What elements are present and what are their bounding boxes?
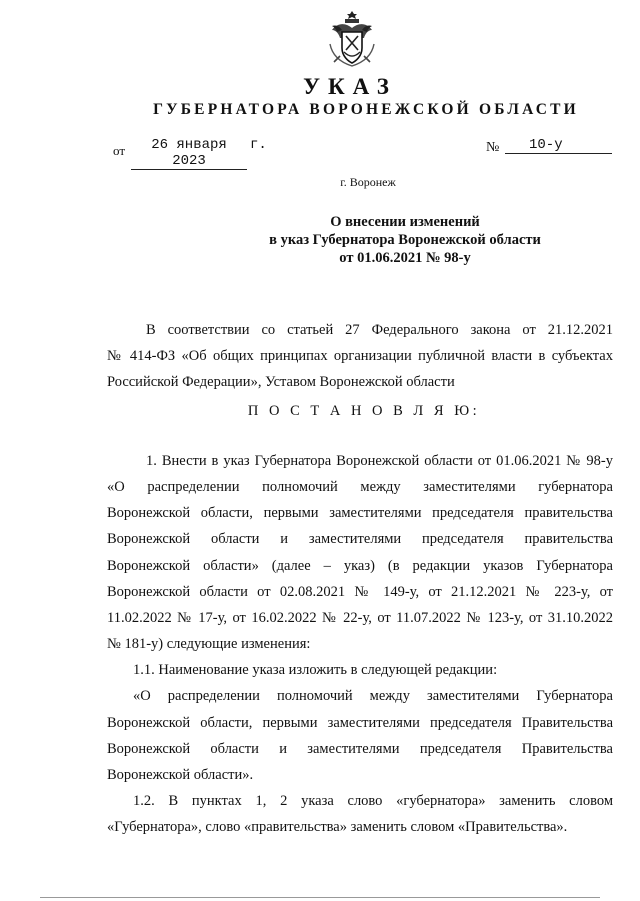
clause-line: Воронежской области» (далее – указ) (в редакции указов Губернатора <box>107 557 613 574</box>
document-type-title: УКАЗ <box>303 74 397 99</box>
preamble-line: Российской Федерации», Уставом Воронежской области <box>107 374 455 391</box>
clause-line: Воронежской области и заместителями председателя Правительства <box>107 740 613 757</box>
document-subject <box>0 213 640 267</box>
clause-line: 11.02.2022 № 17-у, от 16.02.2022 № 22-у, от 11.07.2022 № 123-у, от 31.10.2022 <box>107 609 613 626</box>
clause-line: 1. Внести в указ Губернатора Воронежской области от 01.06.2021 № 98-у <box>146 452 613 469</box>
page-bottom-edge <box>40 897 600 898</box>
clause-1-1-intro: 1.1. Наименование указа изложить в следующей редакции: <box>133 662 498 679</box>
clause-line: Воронежской области, первыми заместителями председателя правительства <box>107 505 613 522</box>
number-sign: № <box>486 140 500 155</box>
clause-line: Воронежской области, первыми заместителями председателя Правительства <box>107 714 613 731</box>
clause-line: 1.2. В пунктах 1, 2 указа слово «губернатора» заменить словом <box>133 793 613 810</box>
date-year-suffix: г. <box>250 137 267 153</box>
subject-line: в указ Губернатора Воронежской области <box>269 232 541 248</box>
clause-line: Воронежской области от 02.08.2021 № 149-у, от 21.12.2021 № 223-у, от <box>107 583 613 600</box>
clause-line: Воронежской области и заместителями председателя правительства <box>107 531 613 548</box>
subject-line: от 01.06.2021 № 98-у <box>339 250 471 266</box>
decree-word: П О С Т А Н О В Л Я Ю: <box>247 402 481 419</box>
coat-of-arms-icon <box>324 8 380 70</box>
clause-line: «Губернатора», слово «правительства» заменить словом «Правительства». <box>107 819 568 836</box>
clause-line: № 181-у) следующие изменения: <box>107 636 311 653</box>
preamble-line: № 414-ФЗ «Об общих принципах организации публичной власти в субъектах <box>107 348 613 365</box>
subject-line: О внесении изменений <box>330 214 480 230</box>
clause-line: «О распределении полномочий между заместителями Губернатора <box>133 688 613 705</box>
document-body <box>107 317 613 841</box>
date-field: 26 января 2023 <box>131 137 247 170</box>
city-label: г. Воронеж <box>340 175 396 189</box>
issuer-title: ГУБЕРНАТОРА ВОРОНЕЖСКОЙ ОБЛАСТИ <box>153 101 579 118</box>
preamble-line: В соответствии со статьей 27 Федерального закона от 21.12.2021 <box>146 322 613 338</box>
date-prefix: от <box>113 143 126 158</box>
date-number-row <box>0 137 640 169</box>
clause-line: «О распределении полномочий между заместителями губернатора <box>107 478 613 495</box>
number-field: 10-у <box>505 137 612 154</box>
clause-line: Воронежской области». <box>107 767 254 783</box>
